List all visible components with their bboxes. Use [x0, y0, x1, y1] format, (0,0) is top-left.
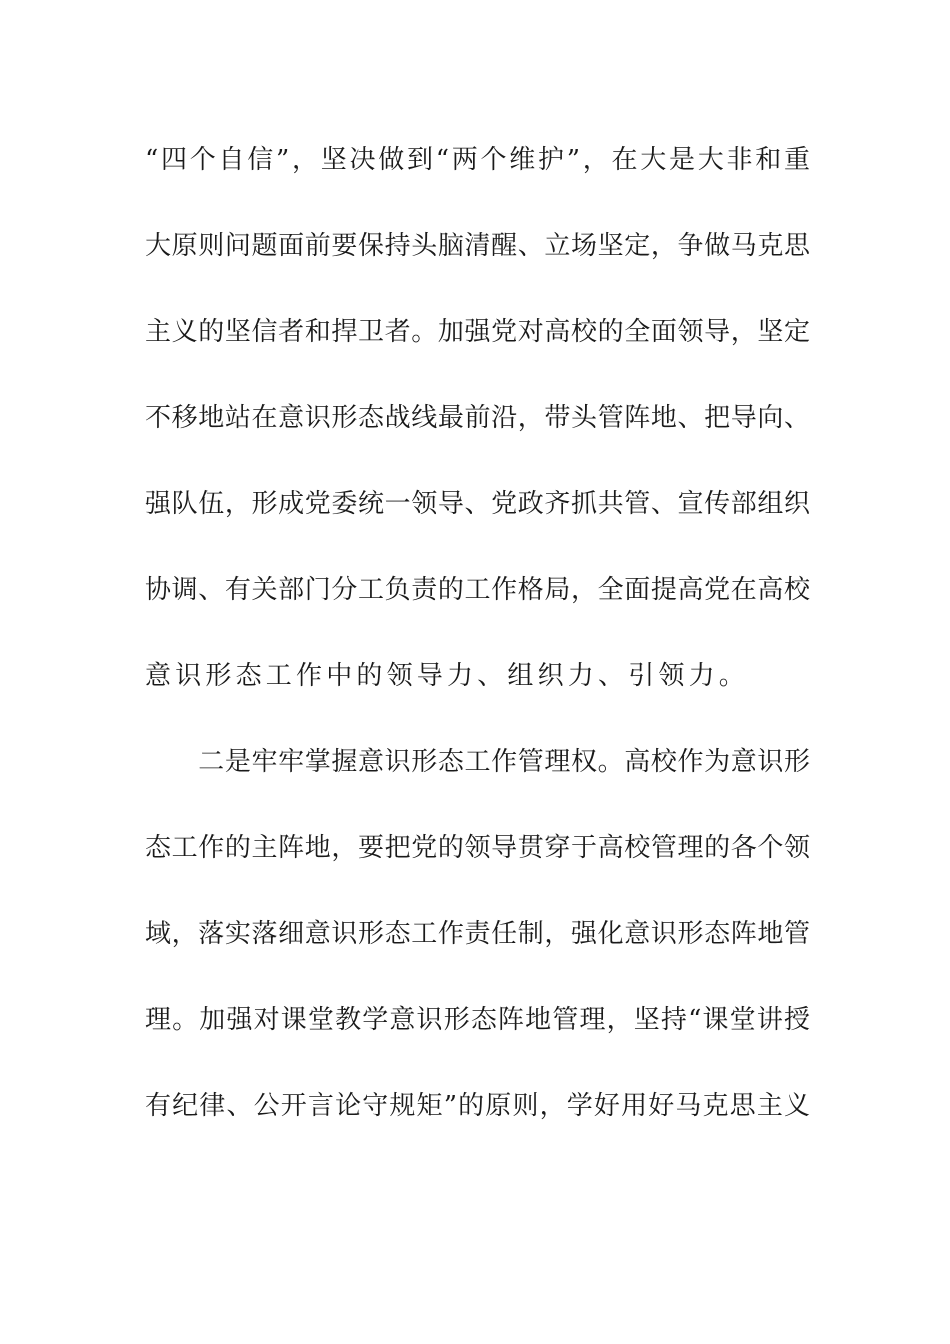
- text-line-5: 强队伍，形成党委统一领导、党政齐抓共管、宣传部组织: [145, 489, 810, 519]
- text-line-4: 不移地站在意识形态战线最前沿，带头管阵地、把导向、: [145, 403, 810, 433]
- text-line-12: 有纪律、公开言论守规矩”的原则，学好用好马克思主义: [145, 1091, 810, 1121]
- text-line-2: 大原则问题面前要保持头脑清醒、立场坚定，争做马克思: [145, 231, 810, 261]
- text-line-8: 二是牢牢掌握意识形态工作管理权。高校作为意识形: [145, 747, 810, 777]
- text-line-6: 协调、有关部门分工负责的工作格局，全面提高党在高校: [145, 575, 810, 605]
- text-line-3: 主义的坚信者和捍卫者。加强党对高校的全面领导，坚定: [145, 317, 810, 347]
- text-line-9: 态工作的主阵地，要把党的领导贯穿于高校管理的各个领: [145, 833, 810, 863]
- body-text: [145, 130, 810, 1162]
- text-line-1: “四个自信”，坚决做到“两个维护”，在大是大非和重: [145, 145, 810, 175]
- text-line-10: 域，落实落细意识形态工作责任制，强化意识形态阵地管: [145, 919, 810, 949]
- text-line-11: 理。加强对课堂教学意识形态阵地管理，坚持“课堂讲授: [145, 1005, 810, 1035]
- text-line-7: 意识形态工作中的领导力、组织力、引领力。: [145, 661, 750, 691]
